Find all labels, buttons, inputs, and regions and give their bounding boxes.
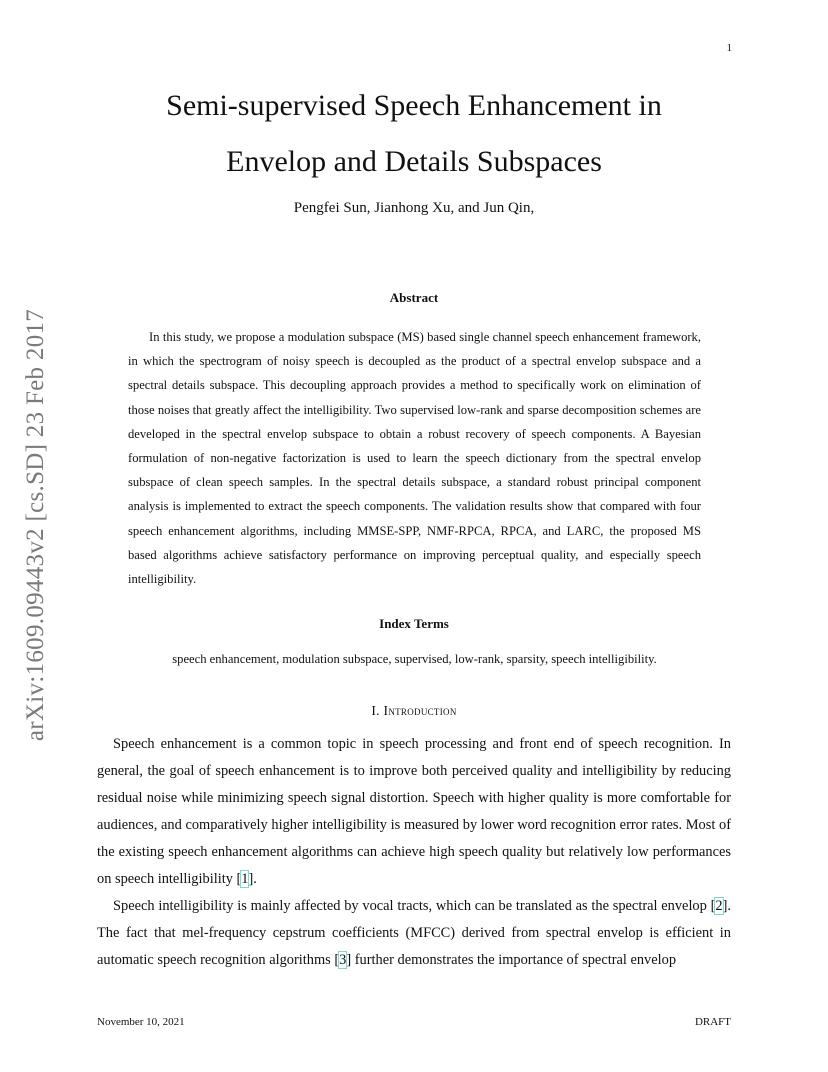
intro-paragraph-2-text-c: ] further demonstrates the importance of spectral envelop (346, 952, 677, 968)
index-terms-heading: Index Terms (379, 616, 449, 631)
intro-paragraph-2 (97, 893, 731, 974)
page-number: 1 (726, 42, 732, 54)
intro-paragraph-1-text: Speech enhancement is a common topic in speech processing and front end of speech recognition. In general, the goal of speech enhancement is to improve both perceived quality and intelligibility by reducing residual noise while minimizing speech signal distortion. Speech with higher quality is more comfortable for audiences, and comparatively higher intelligibility is measured by lower word recognition error rates. Most of the existing speech enhancement algorithms can achieve high speech quality but relatively low performances on speech intelligibility [ (97, 736, 731, 887)
footer-status: DRAFT (694, 1016, 731, 1028)
intro-paragraph-2-text-a: Speech intelligibility is mainly affected by vocal tracts, which can be translated as the spectral envelop [ (113, 898, 716, 914)
section-heading-introduction (0, 703, 828, 719)
intro-paragraph-2-text-b: ]. The fact that mel-frequency cepstrum coefficients (MFCC) derived from spectral envelop is efficient in automatic speech recognition algorithms [ (97, 898, 731, 968)
index-terms-text: speech enhancement, modulation subspace, supervised, low-rank, sparsity, speech intelligibility. (172, 652, 657, 666)
section-title: Introduction (383, 703, 457, 718)
arxiv-stamp (6, 290, 66, 760)
abstract-text: In this study, we propose a modulation subspace (MS) based single channel speech enhancement framework, in which the spectrogram of noisy speech is decoupled as the product of a spectral envelop subspace and a spectral details subspace. This decoupling approach provides a method to specifically work on elimination of those noises that greatly affect the intelligibility. Two supervised low-rank and sparse decomposition schemes are developed in the spectral envelop subspace to obtain a robust recovery of speech components. A Bayesian formulation of non-negative factorization is used to learn the speech dictionary from the spectral envelop subspace of clean speech samples. In the spectral details subspace, a standard robust principal component analysis is implemented to extract the speech components. The validation results show that compared with four speech enhancement algorithms, including MMSE-SPP, NMF-RPCA, RPCA, and LARC, the proposed MS based algorithms achieve satisfactory performance on improving perceptual quality, and especially speech intelligibility. (128, 330, 701, 587)
section-numeral: I. (371, 703, 384, 718)
intro-paragraph-1 (97, 731, 731, 893)
footer-date: November 10, 2021 (97, 1016, 185, 1028)
arxiv-stamp-text: arXiv:1609.09443v2 [cs.SD] 23 Feb 2017 (22, 308, 50, 742)
citation-link-1[interactable]: 1 (241, 871, 249, 887)
citation-link-2[interactable]: 2 (715, 898, 723, 914)
paper-title-line-2: Envelop and Details Subspaces (226, 145, 602, 178)
author-list: Pengfei Sun, Jianhong Xu, and Jun Qin, (293, 200, 535, 216)
citation-link-3[interactable]: 3 (339, 952, 347, 968)
paper-title-line-1: Semi-supervised Speech Enhancement in (166, 89, 662, 122)
abstract-heading: Abstract (389, 290, 439, 305)
paper-title (0, 78, 828, 190)
intro-paragraph-1-tail: ]. (248, 871, 257, 887)
